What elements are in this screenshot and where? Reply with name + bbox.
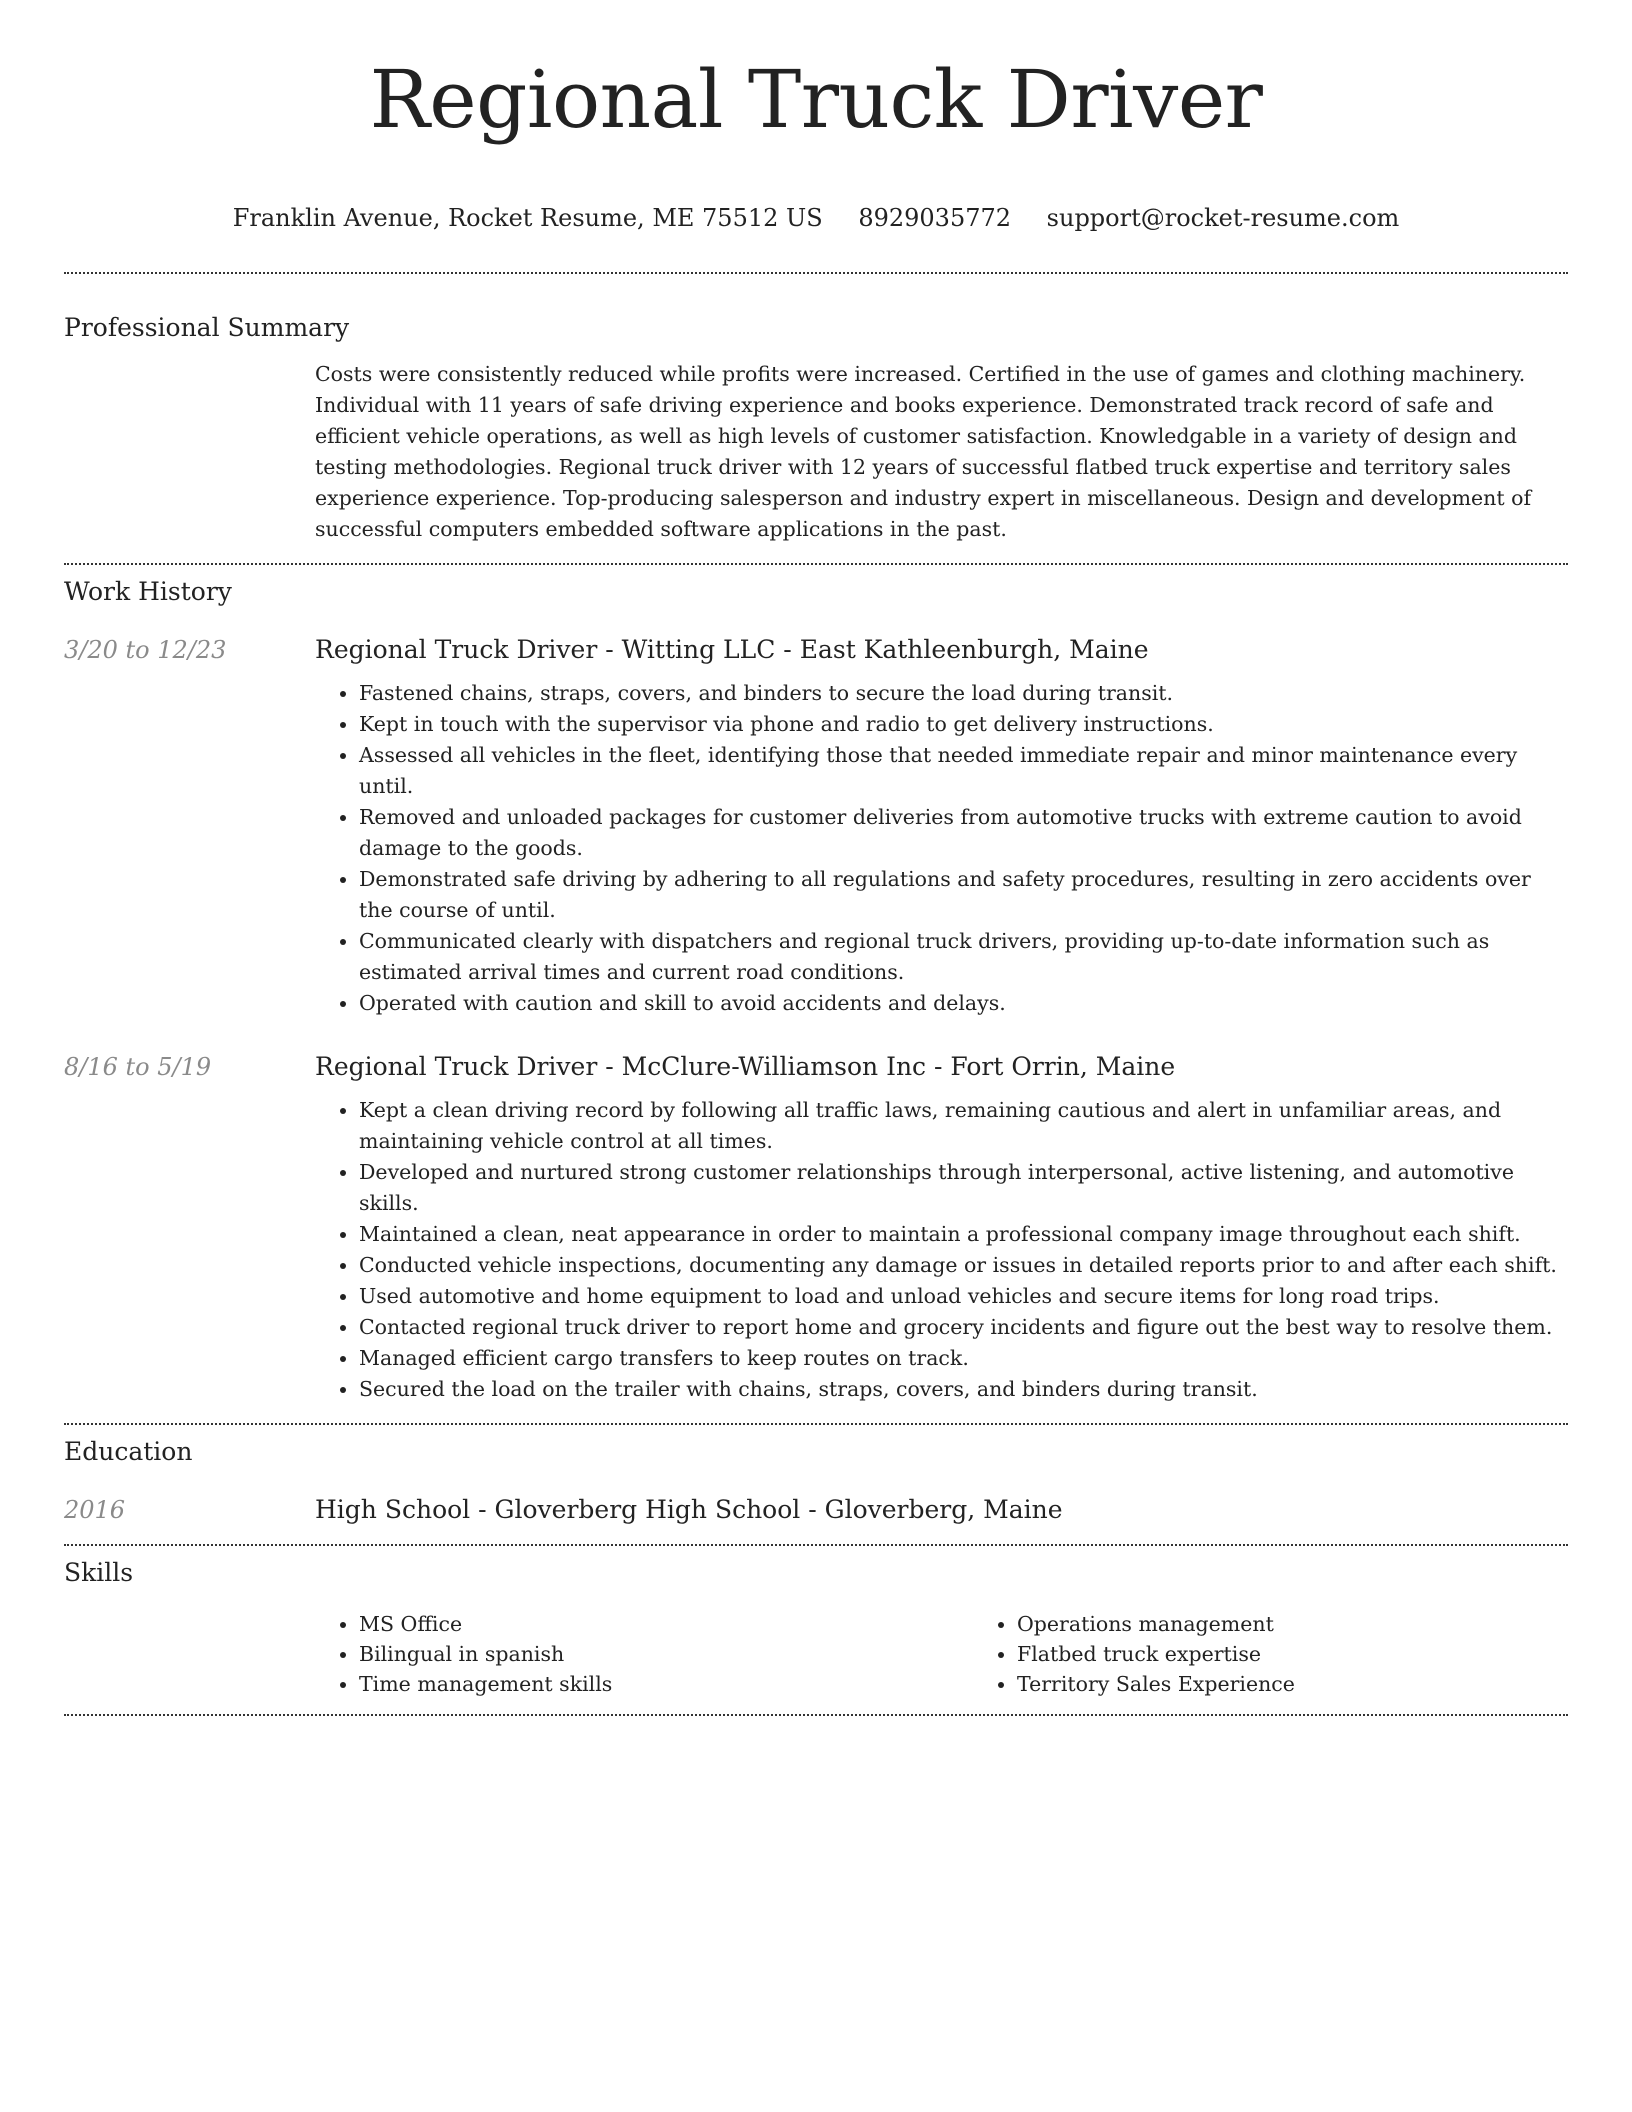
- resume-page: [64, 0, 1568, 1716]
- job-heading: Regional Truck Driver - Witting LLC - East Kathleenburgh, Maine: [315, 634, 1149, 664]
- summary-section: [64, 274, 1568, 545]
- education-entry: [64, 1494, 1568, 1526]
- education-heading: High School - Gloverberg High School - Gloverberg, Maine: [315, 1494, 1063, 1524]
- skills-list-right: [973, 1609, 1631, 1699]
- list-item: • Demonstrated safe driving by adhering to all regulations and safety procedures, resulting in zero accidents over the course of until.: [359, 864, 1568, 926]
- job-dates: 3/20 to 12/23: [64, 635, 227, 664]
- list-item: • Secured the load on the trailer with chains, straps, covers, and binders during transit.: [359, 1374, 1568, 1405]
- email-link[interactable]: support@rocket-resume.com: [1046, 203, 1400, 232]
- section-title-summary: Professional Summary: [64, 312, 350, 342]
- job-dates: 8/16 to 5/19: [64, 1052, 212, 1081]
- list-item: • Maintained a clean, neat appearance in order to maintain a professional company image throughout each shift.: [359, 1219, 1568, 1250]
- list-item: • Used automotive and home equipment to load and unload vehicles and secure items for long road trips.: [359, 1281, 1568, 1312]
- job-entry: [64, 634, 1568, 1019]
- education-section: [64, 1425, 1568, 1526]
- section-title-education: Education: [64, 1436, 193, 1466]
- skill-item: • Flatbed truck expertise: [1017, 1639, 1631, 1669]
- resume-name: Regional Truck Driver: [369, 53, 1263, 146]
- summary-text: Costs were consistently reduced while profits were increased. Certified in the use of games and clothing machinery. Individual with 11 years of safe driving experience and books experience. Demonstrated track record of safe and efficient vehicle operations, as well as high levels of customer satisfaction. Knowledgable in a variety of design and testing methodologies. Regional truck driver with 12 years of successful flatbed truck expertise and territory sales experience experience. Top-producing salesperson and industry expert in miscellaneous. Design and development of successful computers embedded software applications in the past.: [315, 361, 1532, 541]
- job-heading: Regional Truck Driver - McClure-Williamson Inc - Fort Orrin, Maine: [315, 1051, 1176, 1081]
- summary-spacer: [64, 359, 315, 545]
- education-year: 2016: [64, 1495, 126, 1524]
- phone: 8929035772: [858, 203, 1012, 232]
- skill-item: • Operations management: [1017, 1609, 1631, 1639]
- list-item: • Developed and nurtured strong customer relationships through interpersonal, active listening, and automotive skills.: [359, 1157, 1568, 1219]
- list-item: • Managed efficient cargo transfers to keep routes on track.: [359, 1343, 1568, 1374]
- address: Franklin Avenue, Rocket Resume, ME 75512 US: [232, 203, 823, 232]
- skills-section: [64, 1546, 1568, 1699]
- skill-item: • MS Office: [359, 1609, 973, 1639]
- section-title-skills: Skills: [64, 1557, 134, 1587]
- job-entry: [64, 1051, 1568, 1405]
- contact-line: [64, 202, 1568, 234]
- skill-item: • Time management skills: [359, 1669, 973, 1699]
- job-bullets: [315, 1095, 1568, 1405]
- list-item: • Fastened chains, straps, covers, and binders to secure the load during transit.: [359, 678, 1568, 709]
- skill-item: • Bilingual in spanish: [359, 1639, 973, 1669]
- list-item: • Removed and unloaded packages for customer deliveries from automotive trucks with extreme caution to avoid damage to the goods.: [359, 802, 1568, 864]
- skill-item: • Territory Sales Experience: [1017, 1669, 1631, 1699]
- list-item: • Operated with caution and skill to avoid accidents and delays.: [359, 988, 1568, 1019]
- list-item: • Kept a clean driving record by following all traffic laws, remaining cautious and alert in unfamiliar areas, and maintaining vehicle control at all times.: [359, 1095, 1568, 1157]
- section-title-work: Work History: [64, 576, 232, 606]
- job-bullets: [315, 678, 1568, 1019]
- divider: [64, 1714, 1568, 1716]
- list-item: • Kept in touch with the supervisor via phone and radio to get delivery instructions.: [359, 709, 1568, 740]
- list-item: • Communicated clearly with dispatchers and regional truck drivers, providing up-to-date information such as estimated arrival times and current road conditions.: [359, 926, 1568, 988]
- skills-list-left: [315, 1609, 973, 1699]
- list-item: • Assessed all vehicles in the fleet, identifying those that needed immediate repair and minor maintenance every until.: [359, 740, 1568, 802]
- list-item: • Contacted regional truck driver to report home and grocery incidents and figure out the best way to resolve them.: [359, 1312, 1568, 1343]
- skills-spacer: [64, 1609, 315, 1699]
- work-section: [64, 565, 1568, 1405]
- list-item: • Conducted vehicle inspections, documenting any damage or issues in detailed reports prior to and after each shift.: [359, 1250, 1568, 1281]
